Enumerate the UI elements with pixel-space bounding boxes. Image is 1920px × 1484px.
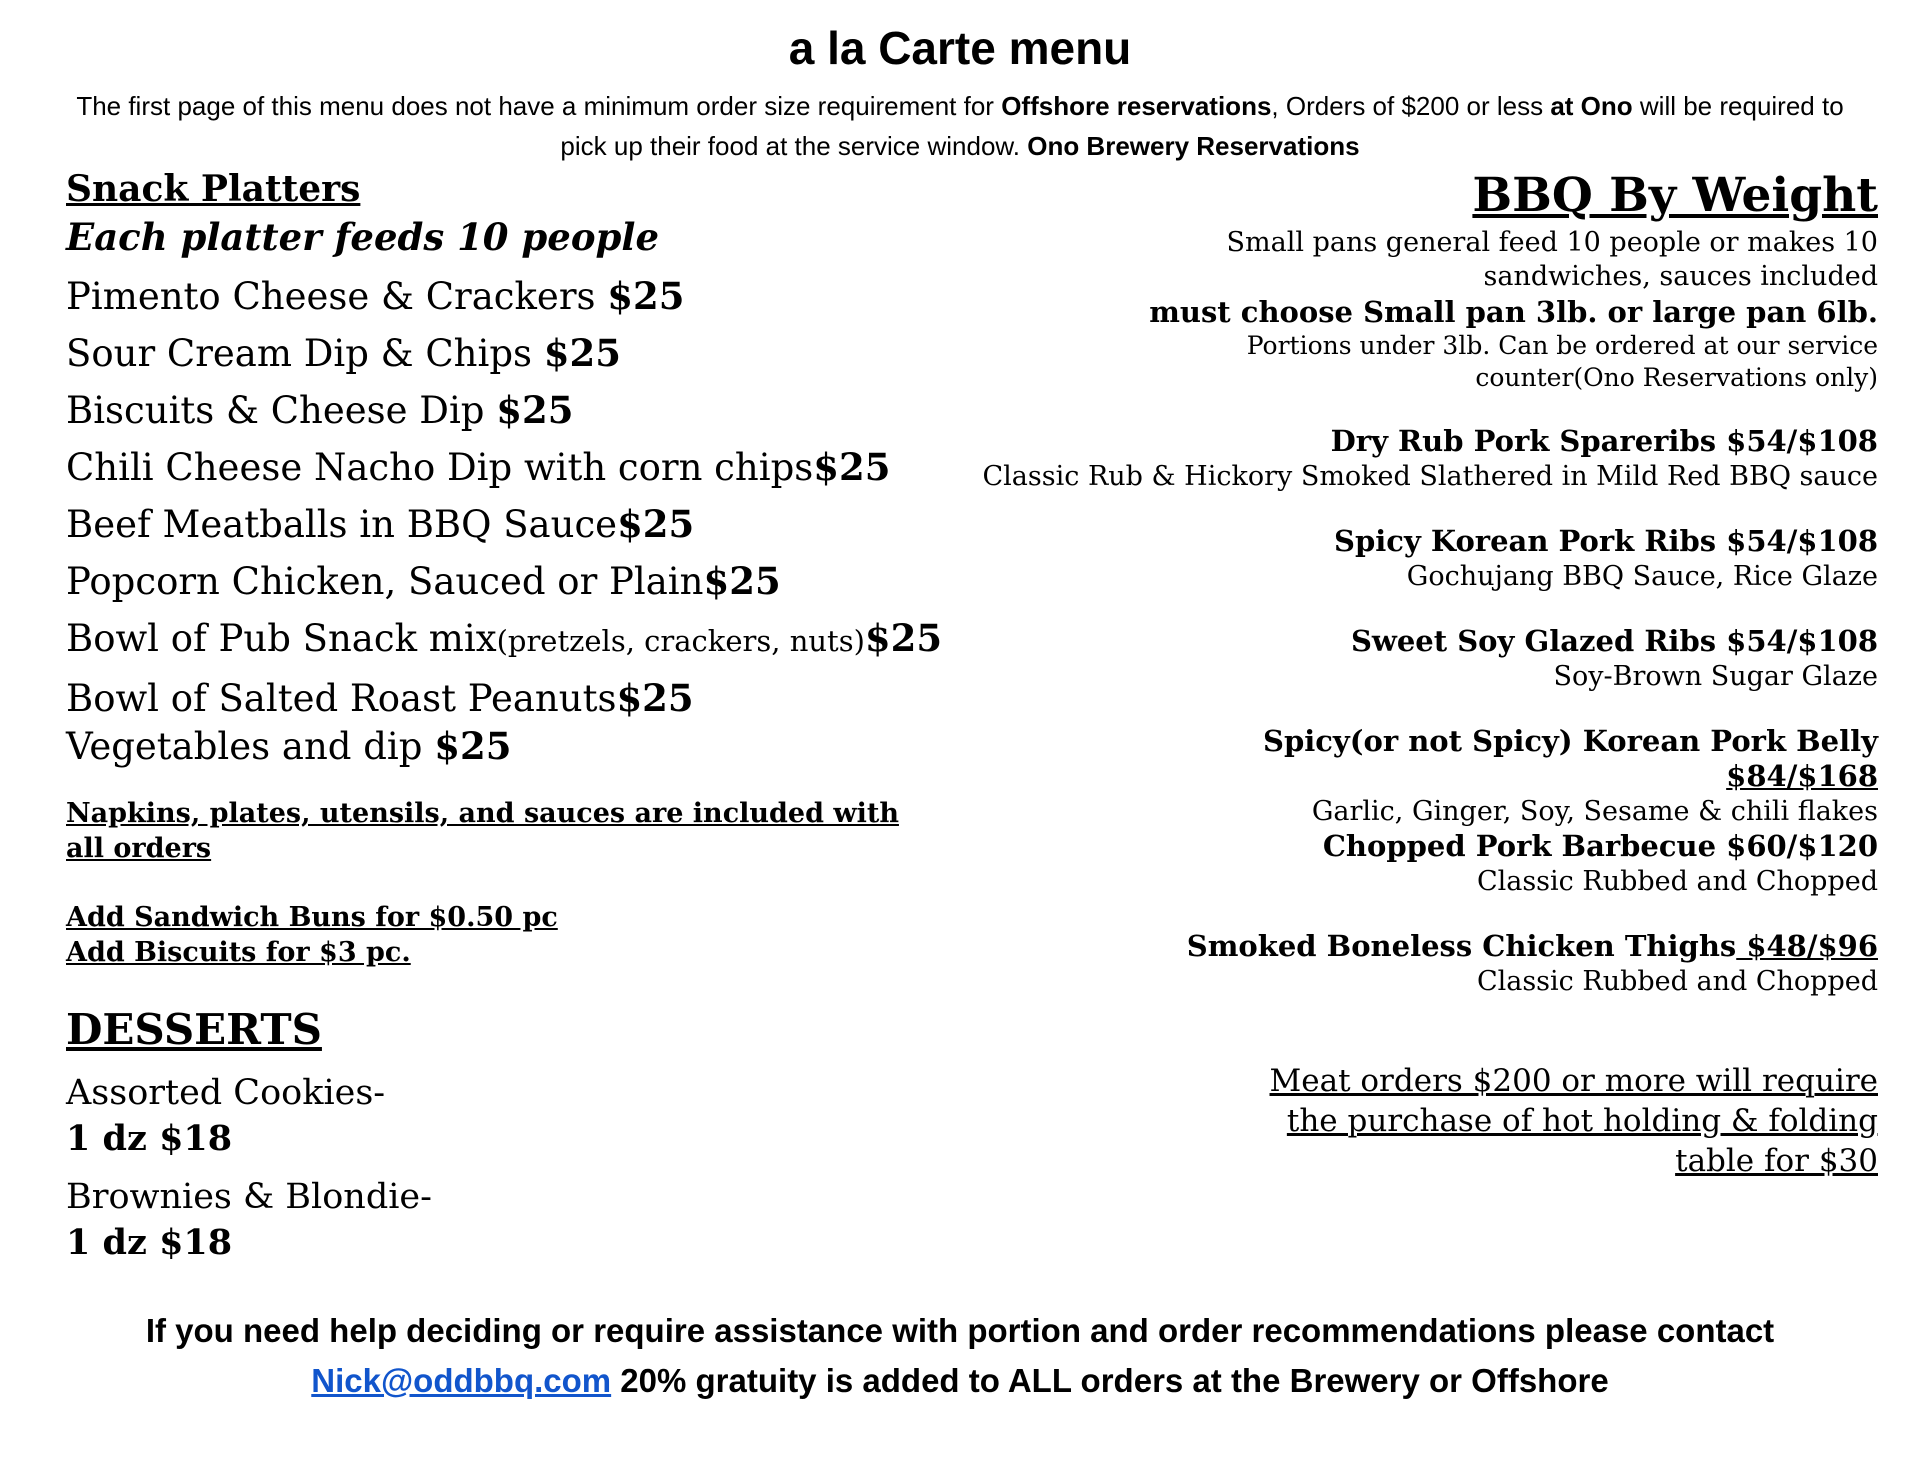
bbq-item-pork-belly <box>960 724 1878 829</box>
bbq-item-name: Sweet Soy Glazed Ribs $54/$108 <box>1350 624 1878 658</box>
page-title: a la Carte menu <box>788 22 1132 74</box>
snack-column <box>66 166 946 1266</box>
dessert-name: Brownies & Blondie- <box>66 1177 432 1217</box>
snack-price: $25 <box>703 559 781 603</box>
snack-item <box>66 496 946 553</box>
intro-part-3: will be required to pick up their food at the service window. <box>560 91 1844 161</box>
snack-name: Pimento Cheese & Crackers <box>66 275 608 318</box>
snack-price: $25 <box>864 616 943 660</box>
dessert-item <box>66 1174 946 1266</box>
addon-buns: Add Sandwich Buns for $0.50 pc <box>66 902 558 933</box>
footer-line-2: 20% gratuity is added to ALL orders at the Brewery or Offshore <box>611 1362 1609 1399</box>
bbq-item-chopped-wrap <box>960 829 1878 899</box>
bbq-portions-note: Portions under 3lb. Can be ordered at our service counter(Ono Reservations only) <box>1246 331 1878 392</box>
bbq-item-desc: Classic Rub & Hickory Smoked Slathered in Mild Red BBQ sauce <box>982 461 1878 492</box>
bbq-item <box>960 424 1878 494</box>
bbq-must-choose: must choose Small pan 3lb. or large pan 6lb. <box>1149 295 1878 329</box>
snack-item <box>66 325 946 382</box>
bbq-item-price: $84/$168 <box>1726 759 1878 793</box>
snack-item <box>66 723 946 770</box>
dessert-price: 1 dz $18 <box>66 1118 233 1159</box>
bbq-item-name-line <box>960 929 1878 964</box>
bbq-column <box>960 166 1878 1181</box>
meat-orders-note: Meat orders $200 or more will require the purchase of hot holding & folding table for $30 <box>1269 1063 1878 1179</box>
snack-item <box>66 610 946 670</box>
dessert-item <box>66 1070 946 1162</box>
intro-part-1: The first page of this menu does not have a minimum order size requirement for <box>76 91 1002 121</box>
bbq-description: Small pans general feed 10 people or makes 10 sandwiches, sauces included <box>1226 227 1878 292</box>
snack-item <box>66 268 946 325</box>
snack-item <box>66 670 946 727</box>
snack-name: Biscuits & Cheese Dip <box>66 389 497 432</box>
bbq-item <box>960 624 1878 694</box>
intro-part-2: , Orders of $200 or less <box>1271 91 1551 121</box>
snack-item <box>66 439 946 496</box>
bbq-item-name: Spicy Korean Pork Ribs $54/$108 <box>1334 524 1878 558</box>
included-note: Napkins, plates, utensils, and sauces are included with all orders <box>66 798 899 864</box>
addon-biscuits: Add Biscuits for $3 pc. <box>66 937 411 968</box>
footer-contact <box>40 1306 1880 1406</box>
snack-price: $25 <box>616 676 694 720</box>
snack-price: $25 <box>617 502 695 546</box>
snack-price: $25 <box>543 331 621 375</box>
intro-ono-brewery: Ono Brewery Reservations <box>1027 131 1360 161</box>
intro-offshore: Offshore reservations <box>1001 91 1272 121</box>
bbq-item-chicken <box>960 929 1878 999</box>
bbq-item-name: Spicy(or not Spicy) Korean Pork Belly <box>1263 724 1878 758</box>
dessert-name: Assorted Cookies- <box>66 1073 386 1113</box>
bbq-item-desc: Garlic, Ginger, Soy, Sesame & chili flakes <box>1311 796 1878 827</box>
bbq-item-price: $48/$96 <box>1736 929 1878 963</box>
bbq-item-desc: Classic Rubbed and Chopped <box>1476 866 1878 897</box>
bbq-item-desc: Soy-Brown Sugar Glaze <box>1553 661 1878 692</box>
snack-name: Sour Cream Dip & Chips <box>66 332 544 375</box>
snack-item <box>66 382 946 439</box>
snack-name: Chili Cheese Nacho Dip with corn chips <box>66 446 814 489</box>
bbq-item-name: Smoked Boneless Chicken Thighs <box>1186 929 1737 963</box>
snack-name: Bowl of Salted Roast Peanuts <box>66 677 617 720</box>
dessert-price: 1 dz $18 <box>66 1222 233 1263</box>
bbq-item-desc: Classic Rubbed and Chopped <box>1476 966 1878 997</box>
snack-name: Bowl of Pub Snack mix <box>66 617 497 660</box>
snack-item <box>66 553 946 610</box>
desserts-heading: DESSERTS <box>66 1005 322 1054</box>
snack-price: $25 <box>434 724 512 768</box>
snack-name: Vegetables and dip <box>66 725 435 768</box>
snack-price: $25 <box>496 388 574 432</box>
bbq-item <box>960 524 1878 594</box>
addons <box>66 900 926 970</box>
bbq-heading: BBQ By Weight <box>1472 168 1878 223</box>
bbq-item-name: Dry Rub Pork Spareribs $54/$108 <box>1330 424 1878 458</box>
bbq-item-desc: Gochujang BBQ Sauce, Rice Glaze <box>1406 561 1878 592</box>
snack-detail: (pretzels, crackers, nuts) <box>496 624 865 658</box>
bbq-item-chopped-pork <box>960 829 1878 899</box>
snack-list <box>66 268 946 770</box>
snack-platters-subheading: Each platter feeds 10 people <box>66 215 659 259</box>
snack-price: $25 <box>813 445 891 489</box>
snack-price: $25 <box>607 274 685 318</box>
snack-platters-heading: Snack Platters <box>66 168 361 210</box>
footer-line-1: If you need help deciding or require assistance with portion and order recommendations please contact <box>145 1312 1775 1349</box>
snack-name: Popcorn Chicken, Sauced or Plain <box>66 560 704 603</box>
bbq-item-name: Chopped Pork Barbecue $60/$120 <box>1322 829 1878 863</box>
intro-text <box>60 86 1860 166</box>
snack-name: Beef Meatballs in BBQ Sauce <box>66 503 618 546</box>
contact-email-link[interactable]: Nick@oddbbq.com <box>311 1362 612 1399</box>
intro-at-ono: at Ono <box>1550 91 1633 121</box>
